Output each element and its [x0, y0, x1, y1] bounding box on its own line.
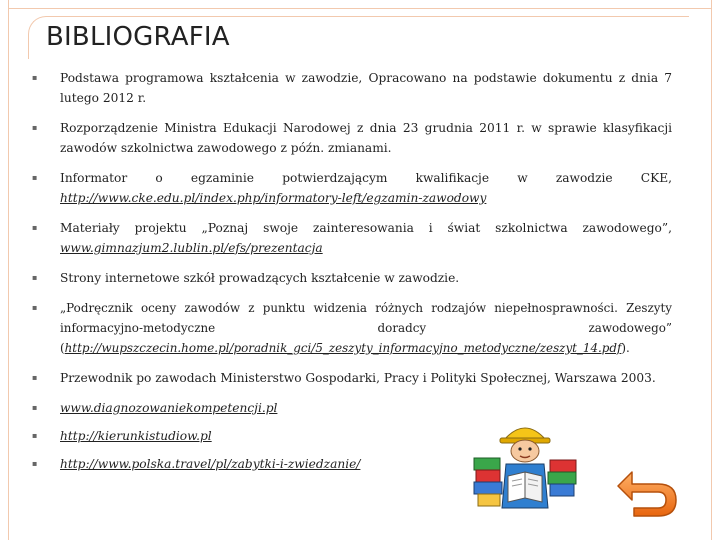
bullet: ▪: [32, 123, 38, 132]
item-link[interactable]: http://www.polska.travel/pl/zabytki-i-zwiedzanie/: [60, 457, 361, 471]
item-link[interactable]: http://wupszczecin.home.pl/poradnik_gci/5_zeszyty_informacyjno_metodyczne/zeszyt_14.pdf: [64, 341, 622, 355]
list-item: [32, 68, 672, 108]
item-text: Przewodnik po zawodach Ministerstwo Gospodarki, Pracy i Polityki Społecznej, Warszawa 2003.: [60, 371, 656, 385]
return-arrow-icon[interactable]: [614, 466, 680, 518]
bullet: ▪: [32, 373, 38, 382]
bullet: ▪: [32, 303, 38, 312]
bullet: ▪: [32, 403, 38, 412]
item-text: Informator o egzaminie potwierdzającym kwalifikacje w zawodzie CKE,: [60, 171, 672, 185]
item-text: Podstawa programowa kształcenia w zawodzie, Opracowano na podstawie dokumentu z dnia 7 lutego 2012 r.: [60, 71, 672, 105]
item-link[interactable]: www.gimnazjum2.lublin.pl/efs/prezentacja: [60, 241, 323, 255]
bullet: ▪: [32, 459, 38, 468]
item-text: Rozporządzenie Ministra Edukacji Narodowej z dnia 23 grudnia 2011 r. w sprawie klasyfikacji zawodów szkolnictwa zawodowego z późn. zmianami.: [60, 121, 672, 155]
list-item: [32, 168, 672, 208]
bullet: ▪: [32, 173, 38, 182]
list-item: [32, 218, 672, 258]
item-link[interactable]: www.diagnozowaniekompetencji.pl: [60, 401, 278, 415]
item-text-after: ).: [621, 341, 630, 355]
bullet: ▪: [32, 273, 38, 282]
item-text: Materiały projektu „Poznaj swoje zainteresowania i świat szkolnictwa zawodowego”,: [60, 221, 672, 235]
frame-right-line: [711, 0, 712, 540]
list-item: [32, 268, 672, 288]
list-item: [32, 398, 672, 418]
item-text: „Podręcznik oceny zawodów z punktu widzenia różnych rodzajów niepełnosprawności. Zeszyty informacyjno-metodyczne doradcy zawodowego” (: [60, 301, 672, 355]
item-link[interactable]: http://kierunkistudiow.pl: [60, 429, 212, 443]
bullet: ▪: [32, 431, 38, 440]
item-text: Strony internetowe szkół prowadzących kształcenie w zawodzie.: [60, 271, 460, 285]
item-link[interactable]: http://www.cke.edu.pl/index.php/informatory-left/egzamin-zawodowy: [60, 191, 487, 205]
bullet: ▪: [32, 223, 38, 232]
frame-top-line: [8, 8, 712, 9]
list-item: [32, 368, 672, 388]
list-item: [32, 298, 672, 358]
frame-left-line: [8, 0, 9, 540]
bullet: ▪: [32, 73, 38, 82]
list-item: [32, 118, 672, 158]
slide-title: BIBLIOGRAFIA: [46, 22, 230, 52]
worker-with-books-illustration: [472, 418, 578, 518]
